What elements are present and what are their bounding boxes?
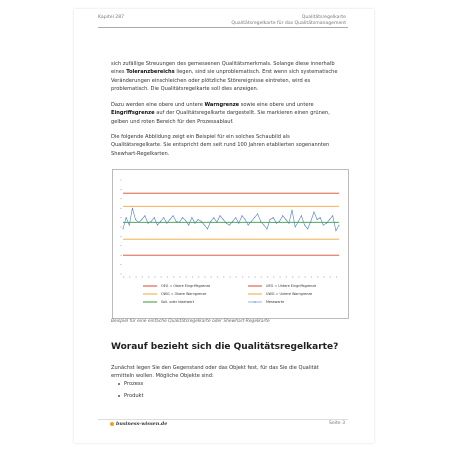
data-point — [226, 223, 227, 224]
data-point — [326, 223, 327, 224]
footer-logo[interactable] — [110, 421, 167, 427]
data-point — [223, 219, 224, 220]
data-point — [245, 219, 246, 220]
data-point — [126, 217, 127, 218]
data-point — [307, 228, 308, 229]
data-point — [123, 228, 124, 229]
paragraph-2-bold-1: Warngrenze — [204, 102, 240, 108]
data-point — [138, 222, 139, 223]
footer-divider — [98, 419, 348, 420]
data-point — [276, 223, 277, 224]
list-item — [118, 393, 144, 399]
data-point — [182, 217, 183, 218]
data-point — [163, 217, 164, 218]
data-point — [207, 228, 208, 229]
data-point — [135, 219, 136, 220]
paragraph-4: Zunächst legen Sie den Gegenstand oder das Objekt fest, für das Sie die Qualität ermitteln wollen. Mögliche Objekte sind: — [111, 365, 319, 380]
logo-icon — [110, 422, 114, 426]
paragraph-2 — [111, 101, 341, 126]
control-chart — [112, 169, 349, 319]
bullet-icon — [118, 383, 120, 385]
data-point — [195, 223, 196, 224]
data-point — [329, 219, 330, 220]
legend-label: Messwerte — [266, 300, 285, 305]
data-point — [191, 217, 192, 218]
data-point — [339, 225, 340, 226]
data-point — [267, 228, 268, 229]
data-point — [282, 215, 283, 216]
paragraph-2-bold-2: Eingriffsgrenze — [111, 110, 155, 117]
data-point — [198, 219, 199, 220]
data-point — [251, 221, 252, 222]
control-chart-svg — [113, 170, 348, 318]
paragraph-1-bold: Toleranzbereichs — [126, 69, 175, 76]
data-point — [292, 210, 293, 211]
data-point — [314, 212, 315, 213]
legend-swatch-marker — [254, 301, 255, 302]
page-number: Seite 3 — [328, 421, 345, 426]
data-point — [320, 217, 321, 218]
data-point — [179, 222, 180, 223]
data-point — [310, 221, 311, 222]
data-point — [323, 225, 324, 226]
data-point — [260, 221, 261, 222]
legend-label: OWG = Obere Warngrenze — [161, 292, 207, 297]
data-point — [188, 225, 189, 226]
paragraph-2-text-c: auf der Qualitätsregelkarte dargestellt. Sie markieren einen grünen, gelben und roten Bereich für den Prozessablauf. — [111, 110, 330, 125]
legend-label: UEG = Untere Eingriffsgrenze — [266, 284, 317, 289]
data-point — [279, 221, 280, 222]
footer-logo-text: business-wissen.de — [116, 421, 168, 427]
data-point — [235, 217, 236, 218]
data-point — [220, 215, 221, 216]
data-point — [263, 225, 264, 226]
data-point — [204, 225, 205, 226]
paragraph-2-text-b: sowie eine obere und untere — [239, 102, 314, 108]
data-point — [154, 217, 155, 218]
list-item-label: Prozess — [124, 381, 144, 387]
data-point — [238, 223, 239, 224]
data-point — [170, 219, 171, 220]
header-divider — [98, 27, 348, 28]
data-point — [166, 223, 167, 224]
data-point — [285, 219, 286, 220]
data-point — [242, 215, 243, 216]
data-point — [298, 221, 299, 222]
data-point — [288, 223, 289, 224]
data-point — [141, 219, 142, 220]
legend-label: OEG = Obere Eingriffsgrenze — [161, 284, 211, 289]
header-chapter: Kapitel 287 — [98, 15, 125, 20]
data-point — [332, 215, 333, 216]
data-point — [173, 215, 174, 216]
data-point — [273, 217, 274, 218]
data-point — [295, 227, 296, 228]
data-point — [129, 225, 130, 226]
series-line — [123, 208, 339, 231]
data-point — [248, 225, 249, 226]
legend-label: UWG = Untere Warngrenze — [266, 292, 313, 297]
data-point — [216, 222, 217, 223]
data-point — [257, 213, 258, 214]
data-point — [185, 220, 186, 221]
data-point — [160, 221, 161, 222]
header-title-line1: Qualitätsregelkarte — [301, 15, 346, 20]
list-item-label: Produkt — [124, 393, 144, 399]
data-point — [232, 221, 233, 222]
data-point — [210, 221, 211, 222]
data-point — [301, 215, 302, 216]
data-point — [304, 225, 305, 226]
header-title-line2: Qualitätsregelkarte für das Qualitätsmanagement — [231, 21, 346, 26]
data-point — [229, 225, 230, 226]
paragraph-1-text-a: sich zufällige Streuungen des gemessenen Qualitätsmerkmals. Solange diese innerhalb eines — [111, 61, 335, 76]
figure-caption: Beispiel für eine einfache Qualitätsregelkarte oder Shewhart-Regelkarte — [111, 319, 270, 324]
data-point — [148, 223, 149, 224]
section-heading: Worauf bezieht sich die Qualitätsregelkarte? — [111, 342, 339, 352]
data-point — [157, 225, 158, 226]
data-point — [132, 208, 133, 209]
data-point — [254, 217, 255, 218]
data-point — [176, 221, 177, 222]
paragraph-1 — [111, 60, 341, 94]
bullet-icon — [118, 395, 120, 397]
paragraph-1-text-b: liegen, sind sie unproblematisch. Erst wenn sich systematische Veränderungen einschleichen oder plötzliche Störereignisse eintreten, wird es problematisch. Die Qualitätsregelkarte soll dies anzeigen. — [111, 69, 338, 93]
data-point — [151, 221, 152, 222]
data-point — [201, 221, 202, 222]
data-point — [213, 217, 214, 218]
paragraph-2-text-a: Dazu werden eine obere und untere — [111, 102, 205, 108]
header-title — [231, 15, 346, 27]
data-point — [270, 219, 271, 220]
paragraph-3: Die folgende Abbildung zeigt ein Beispiel für ein solches Schaubild als Qualitätsregelkarte. Sie entspricht dem seit rund 100 Jahren etablierten sogenannten Shewhart-Regelkarten. — [111, 134, 330, 157]
data-point — [335, 230, 336, 231]
legend-label: Soll- oder Idealwert — [161, 300, 195, 305]
list-item — [118, 381, 143, 387]
data-point — [317, 219, 318, 220]
data-point — [144, 215, 145, 216]
